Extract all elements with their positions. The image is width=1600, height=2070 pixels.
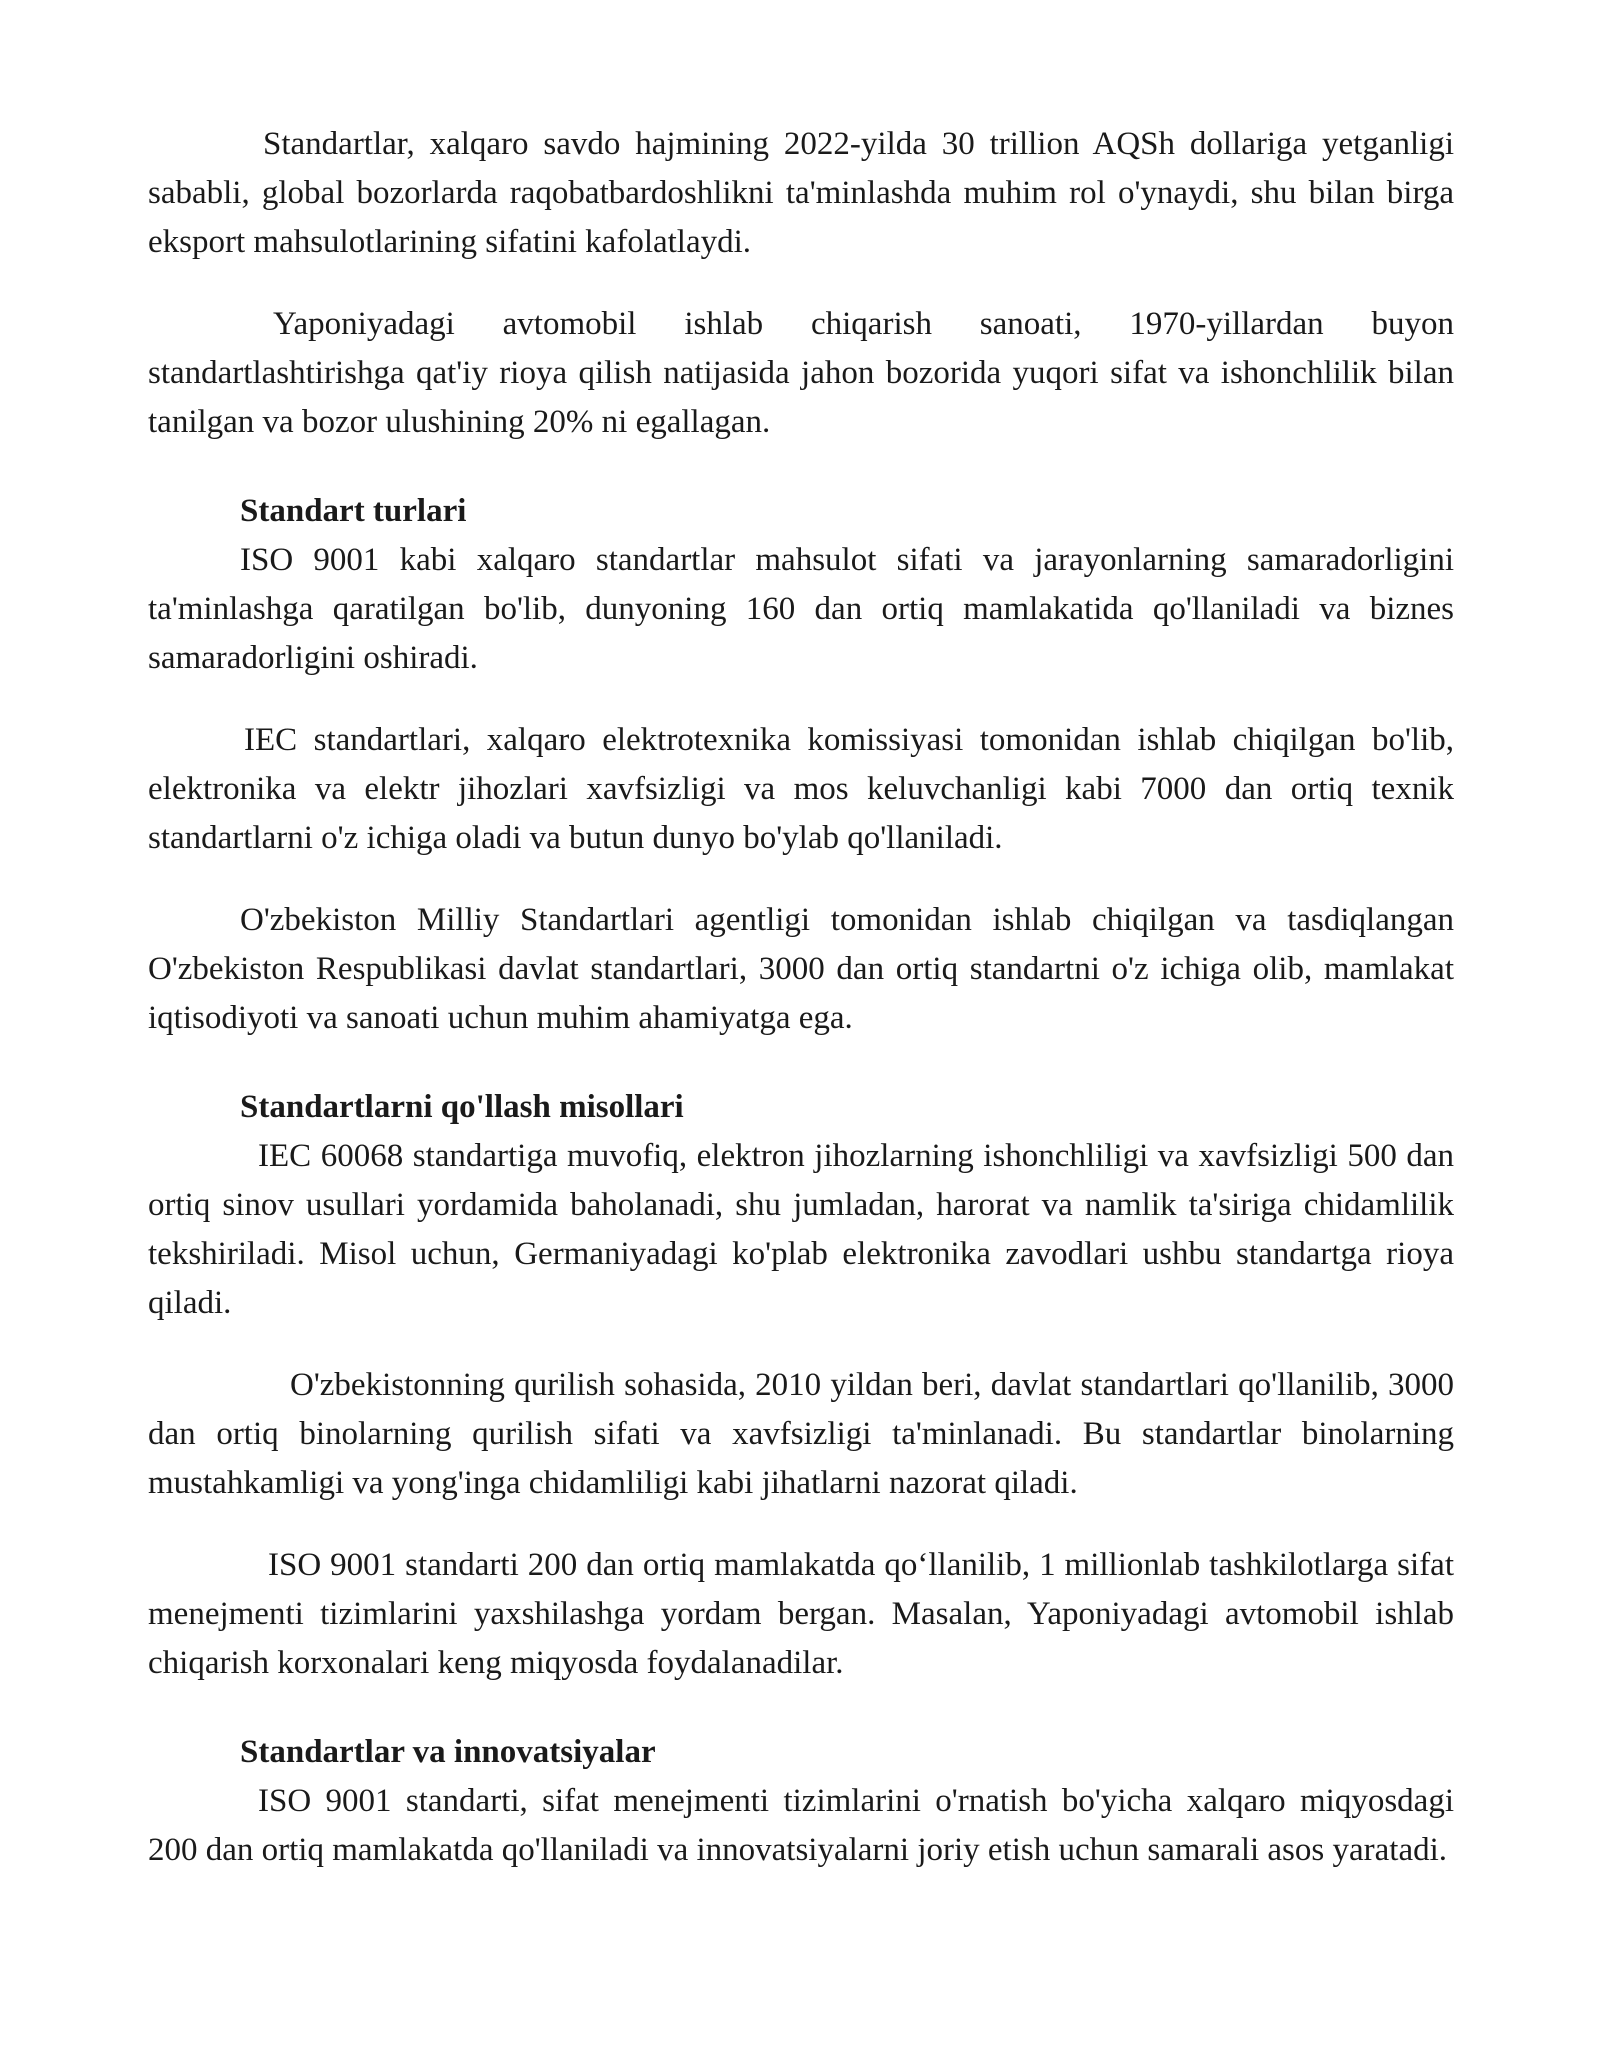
paragraph: IEC 60068 standartiga muvofiq, elektron jihozlarning ishonchliligi va xavfsizligi 500 dan ortiq sinov usullari yordamida baholanadi, shu jumladan, harorat va namlik ta'siriga chidamlilik tekshiriladi. Misol uchun, Germaniyadagi ko'plab elektronika zavodlari ushbu standartga rioya qiladi.	[148, 1138, 1454, 1321]
paragraph: Yaponiyadagi avtomobil ishlab chiqarish sanoati, 1970-yillardan buyon standartlashtirishga qat'iy rioya qilish natijasida jahon bozorida yuqori sifat va ishonchlilik bilan tanilgan va bozor ulushining 20% ni egallagan.	[148, 306, 1454, 440]
paragraph: ISO 9001 standarti 200 dan ortiq mamlakatda qo‘llanilib, 1 millionlab tashkilotlarga sifat menejmenti tizimlarini yaxshilashga yordam bergan. Masalan, Yaponiyadagi avtomobil ishlab chiqarish korxonalari keng miqyosda foydalanadilar.	[148, 1547, 1454, 1681]
paragraph: ISO 9001 standarti, sifat menejmenti tizimlarini o'rnatish bo'yicha xalqaro miqyosdagi 200 dan ortiq mamlakatda qo'llaniladi va innovatsiyalarni joriy etish uchun samarali asos yaratadi.	[148, 1783, 1454, 1868]
section-heading: Standartlar va innovatsiyalar	[240, 1734, 656, 1770]
document-body	[148, 120, 1454, 1908]
paragraph: IEC standartlari, xalqaro elektrotexnika komissiyasi tomonidan ishlab chiqilgan bo'lib, elektronika va elektr jihozlari xavfsizligi va mos keluvchanligi kabi 7000 dan ortiq texnik standartlarni o'z ichiga oladi va butun dunyo bo'ylab qo'llaniladi.	[148, 722, 1454, 856]
paragraph: ISO 9001 kabi xalqaro standartlar mahsulot sifati va jarayonlarning samaradorligini ta'minlashga qaratilgan bo'lib, dunyoning 160 dan ortiq mamlakatida qo'llaniladi va biznes samaradorligini oshiradi.	[148, 542, 1454, 676]
section-heading: Standartlarni qo'llash misollari	[240, 1089, 684, 1125]
paragraph: O'zbekistonning qurilish sohasida, 2010 yildan beri, davlat standartlari qo'llanilib, 3000 dan ortiq binolarning qurilish sifati va xavfsizligi ta'minlanadi. Bu standartlar binolarning mustahkamligi va yong'inga chidamliligi kabi jihatlarni nazorat qiladi.	[148, 1367, 1454, 1501]
paragraph: O'zbekiston Milliy Standartlari agentligi tomonidan ishlab chiqilgan va tasdiqlangan O'zbekiston Respublikasi davlat standartlari, 3000 dan ortiq standartni o'z ichiga olib, mamlakat iqtisodiyoti va sanoati uchun muhim ahamiyatga ega.	[148, 902, 1454, 1036]
section-heading: Standart turlari	[240, 493, 467, 529]
paragraph: Standartlar, xalqaro savdo hajmining 2022-yilda 30 trillion AQSh dollariga yetganligi sababli, global bozorlarda raqobatbardoshlikni ta'minlashda muhim rol o'ynaydi, shu bilan birga eksport mahsulotlarining sifatini kafolatlaydi.	[148, 126, 1454, 260]
